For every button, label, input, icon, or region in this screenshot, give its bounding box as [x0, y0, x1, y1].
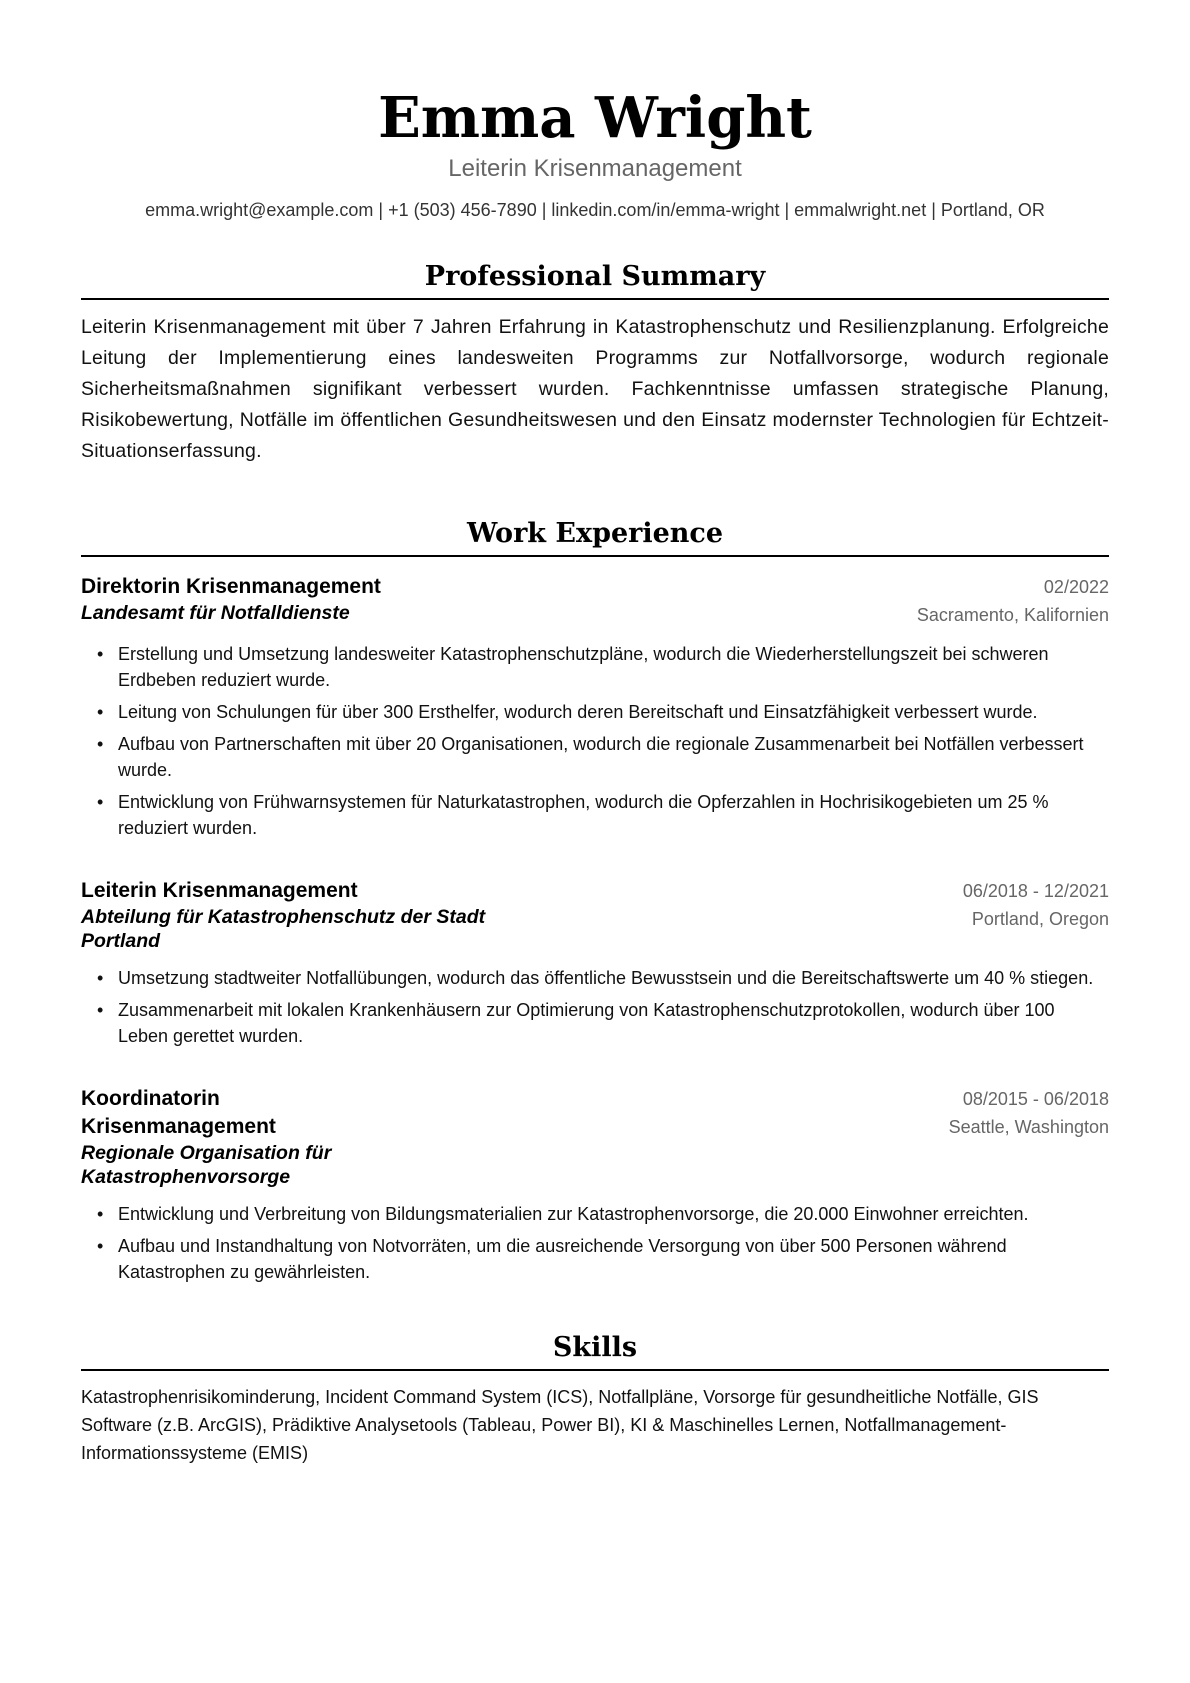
- bullet-text: Erstellung und Umsetzung landesweiter Katastrophenschutzpläne, wodurch die Wiederherstellungszeit bei schweren Erdbeben reduziert wurde.: [118, 644, 1049, 690]
- resume-header: [81, 0, 1109, 222]
- work-experience-section: [81, 517, 1109, 1285]
- bullet-item: [81, 1233, 1109, 1285]
- job-bullets: [81, 1201, 1109, 1285]
- job-entry: [81, 877, 1109, 1049]
- summary-section: [81, 260, 1109, 467]
- job-entry: [81, 1085, 1109, 1285]
- contact-line: emma.wright@example.com | +1 (503) 456-7890 | linkedin.com/in/emma-wright | emmalwright.net | Portland, OR: [145, 200, 1045, 220]
- job-dates: 02/2022: [1043, 577, 1109, 597]
- bullet-item: [81, 699, 1109, 725]
- job-dates: 08/2015 - 06/2018: [962, 1089, 1109, 1109]
- job-location: Sacramento, Kalifornien: [916, 605, 1109, 625]
- bullet-icon: •: [97, 734, 104, 754]
- job-entry: [81, 573, 1109, 841]
- work-experience-heading: Work Experience: [81, 517, 1109, 557]
- bullet-text: Zusammenarbeit mit lokalen Krankenhäusern zur Optimierung von Katastrophenschutzprotokollen, wodurch über 100 Leben gerettet wurden.: [118, 1000, 1055, 1046]
- skills-section: [81, 1331, 1109, 1467]
- bullet-text: Entwicklung und Verbreitung von Bildungsmaterialien zur Katastrophenvorsorge, die 20.000 Einwohner erreichten.: [118, 1204, 1029, 1224]
- bullet-item: [81, 997, 1109, 1049]
- job-company: Abteilung für Katastrophenschutz der Stadt Portland: [81, 906, 486, 952]
- candidate-name: Emma Wright: [378, 85, 812, 151]
- job-bullets: [81, 965, 1109, 1049]
- bullet-text: Aufbau von Partnerschaften mit über 20 Organisationen, wodurch die regionale Zusammenarbeit bei Notfällen verbessert wurde.: [118, 734, 1084, 780]
- job-company: Landesamt für Notfalldienste: [81, 602, 350, 624]
- bullet-item: [81, 731, 1109, 783]
- bullet-icon: •: [97, 1236, 104, 1256]
- bullet-text: Entwicklung von Frühwarnsystemen für Naturkatastrophen, wodurch die Opferzahlen in Hochrisikogebieten um 25 % reduziert wurden.: [118, 792, 1049, 838]
- bullet-icon: •: [97, 1000, 104, 1020]
- bullet-item: [81, 965, 1109, 991]
- job-bullets: [81, 641, 1109, 841]
- job-company: Regionale Organisation für Katastrophenvorsorge: [81, 1142, 332, 1188]
- job-dates: 06/2018 - 12/2021: [962, 881, 1109, 901]
- bullet-icon: •: [97, 644, 104, 664]
- bullet-item: [81, 789, 1109, 841]
- bullet-icon: •: [97, 968, 104, 988]
- job-title: Direktorin Krisenmanagement: [81, 575, 381, 598]
- job-location: Portland, Oregon: [971, 909, 1109, 929]
- skills-heading: Skills: [81, 1331, 1109, 1371]
- summary-heading: Professional Summary: [81, 260, 1109, 300]
- job-title: Leiterin Krisenmanagement: [81, 879, 358, 902]
- job-location: Seattle, Washington: [948, 1117, 1109, 1137]
- bullet-icon: •: [97, 702, 104, 722]
- skills-text: Katastrophenrisikominderung, Incident Command System (ICS), Notfallpläne, Vorsorge für gesundheitliche Notfälle, GIS Software (z.B. ArcGIS), Prädiktive Analysetools (Tableau, Power BI), KI & Maschinelles Lernen, Notfallmanagement-Informationssysteme (EMIS): [81, 1387, 1039, 1463]
- candidate-title: Leiterin Krisenmanagement: [448, 155, 742, 182]
- bullet-icon: •: [97, 792, 104, 812]
- bullet-item: [81, 1201, 1109, 1227]
- summary-text: Leiterin Krisenmanagement mit über 7 Jahren Erfahrung in Katastrophenschutz und Resilienzplanung. Erfolgreiche Leitung der Implementierung eines landesweiten Programms zur Notfallvorsorge, wodurch regionale Sicherheitsmaßnahmen signifikant verbessert wurden. Fachkenntnisse umfassen strategische Planung, Risikobewertung, Notfälle im öffentlichen Gesundheitswesen und den Einsatz modernster Technologien für Echtzeit-Situationserfassung.: [81, 316, 1109, 462]
- bullet-icon: •: [97, 1204, 104, 1224]
- bullet-text: Umsetzung stadtweiter Notfallübungen, wodurch das öffentliche Bewusstsein und die Bereitschaftswerte um 40 % stiegen.: [118, 968, 1094, 988]
- bullet-text: Aufbau und Instandhaltung von Notvorräten, um die ausreichende Versorgung von über 500 Personen während Katastrophen zu gewährleisten.: [118, 1236, 1007, 1282]
- bullet-item: [81, 641, 1109, 693]
- job-title: Koordinatorin Krisenmanagement: [81, 1087, 276, 1138]
- bullet-text: Leitung von Schulungen für über 300 Ersthelfer, wodurch deren Bereitschaft und Einsatzfähigkeit verbessert wurde.: [118, 702, 1038, 722]
